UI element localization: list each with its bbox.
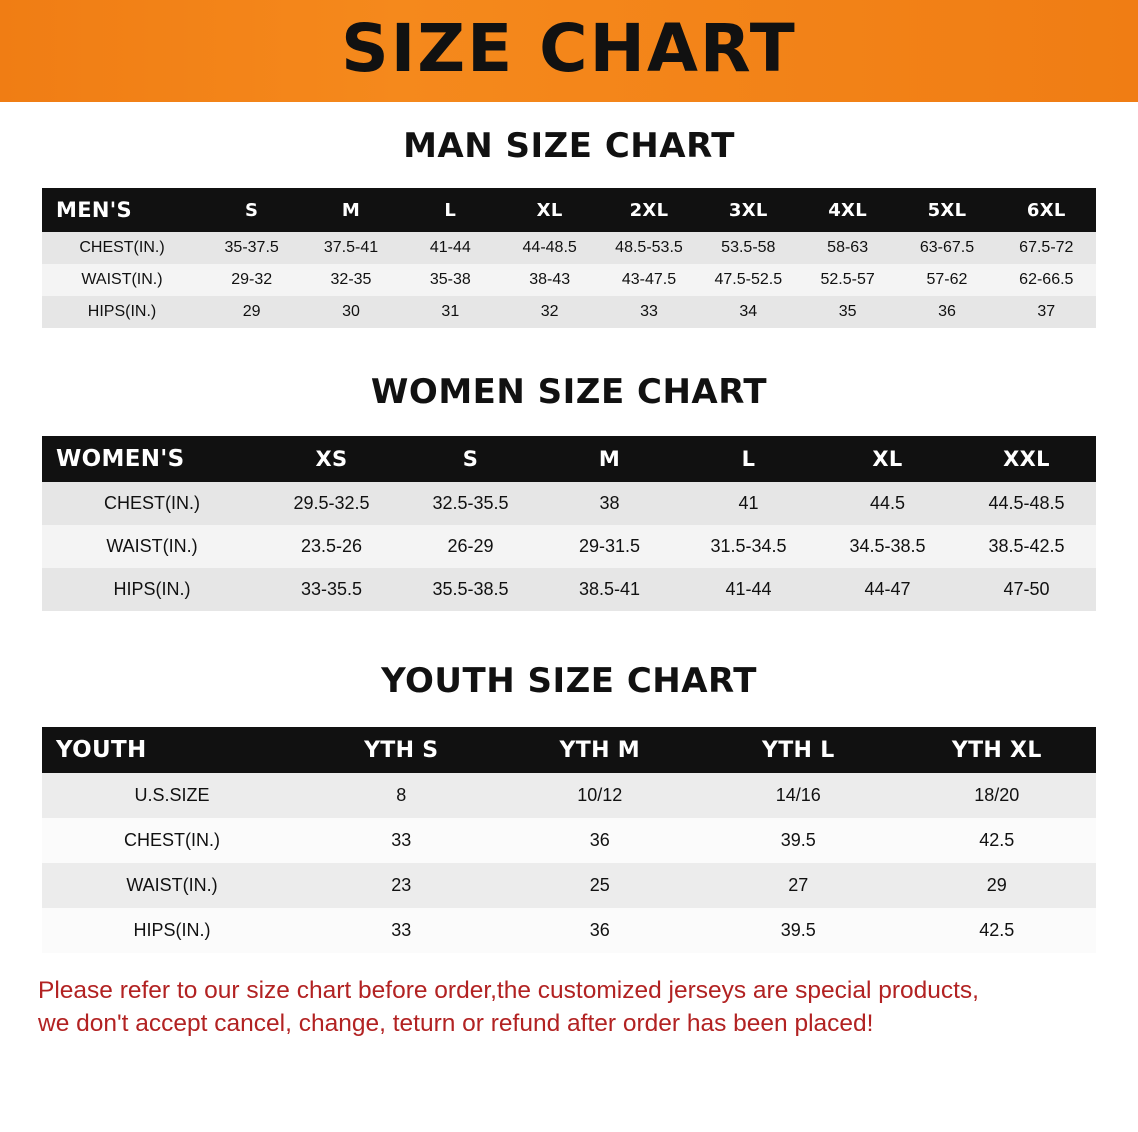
- note-line-1: Please refer to our size chart before order,the customized jerseys are special products,: [38, 977, 979, 1004]
- col-header: XL: [500, 188, 599, 232]
- cell: 27: [699, 863, 898, 908]
- page-title: SIZE CHART: [341, 10, 797, 87]
- man-table-wrap: [0, 188, 1138, 328]
- cell: 32.5-35.5: [401, 482, 540, 525]
- cell: 26-29: [401, 525, 540, 568]
- youth-section-title: YOUTH SIZE CHART: [381, 661, 757, 701]
- row-label: CHEST(IN.): [42, 482, 262, 525]
- row-label: WAIST(IN.): [42, 525, 262, 568]
- cell: 29: [898, 863, 1097, 908]
- row-label: U.S.SIZE: [42, 773, 302, 818]
- man-section-title: MAN SIZE CHART: [403, 126, 735, 166]
- row-label: CHEST(IN.): [42, 232, 202, 264]
- cell: 32: [500, 296, 599, 328]
- youth-table-wrap: [0, 727, 1138, 953]
- cell: 36: [501, 818, 700, 863]
- table-header-row: [42, 436, 1096, 482]
- row-label: WAIST(IN.): [42, 863, 302, 908]
- cell: 30: [301, 296, 400, 328]
- table-row: [42, 908, 1096, 953]
- cell: 36: [501, 908, 700, 953]
- cell: 29-32: [202, 264, 301, 296]
- cell: 31.5-34.5: [679, 525, 818, 568]
- cell: 29: [202, 296, 301, 328]
- table-row: [42, 232, 1096, 264]
- table-row: [42, 525, 1096, 568]
- cell: 35: [798, 296, 897, 328]
- cell: 52.5-57: [798, 264, 897, 296]
- cell: 35-37.5: [202, 232, 301, 264]
- women-size-table: [42, 436, 1096, 611]
- cell: 14/16: [699, 773, 898, 818]
- col-header: S: [202, 188, 301, 232]
- col-header: 5XL: [897, 188, 996, 232]
- col-header: M: [540, 436, 679, 482]
- cell: 29-31.5: [540, 525, 679, 568]
- cell: 42.5: [898, 818, 1097, 863]
- note-line-2: we don't accept cancel, change, teturn or refund after order has been placed!: [38, 1009, 874, 1037]
- row-label: HIPS(IN.): [42, 296, 202, 328]
- cell: 44.5: [818, 482, 957, 525]
- cell: 33-35.5: [262, 568, 401, 611]
- cell: 25: [501, 863, 700, 908]
- col-header: XXL: [957, 436, 1096, 482]
- table-row: [42, 818, 1096, 863]
- col-header: L: [401, 188, 500, 232]
- cell: 38: [540, 482, 679, 525]
- cell: 41-44: [679, 568, 818, 611]
- cell: 44-47: [818, 568, 957, 611]
- col-header: MEN'S: [42, 188, 202, 232]
- cell: 23.5-26: [262, 525, 401, 568]
- col-header: YTH S: [302, 727, 501, 773]
- cell: 23: [302, 863, 501, 908]
- col-header: YTH M: [501, 727, 700, 773]
- col-header: 4XL: [798, 188, 897, 232]
- cell: 58-63: [798, 232, 897, 264]
- cell: 53.5-58: [699, 232, 798, 264]
- cell: 38-43: [500, 264, 599, 296]
- cell: 33: [599, 296, 698, 328]
- cell: 39.5: [699, 908, 898, 953]
- col-header: M: [301, 188, 400, 232]
- cell: 41-44: [401, 232, 500, 264]
- col-header: 6XL: [997, 188, 1096, 232]
- col-header: L: [679, 436, 818, 482]
- cell: 37: [997, 296, 1096, 328]
- col-header: YTH L: [699, 727, 898, 773]
- cell: 8: [302, 773, 501, 818]
- cell: 32-35: [301, 264, 400, 296]
- cell: 48.5-53.5: [599, 232, 698, 264]
- col-header: 2XL: [599, 188, 698, 232]
- table-row: [42, 568, 1096, 611]
- row-label: HIPS(IN.): [42, 908, 302, 953]
- cell: 62-66.5: [997, 264, 1096, 296]
- table-row: [42, 482, 1096, 525]
- cell: 10/12: [501, 773, 700, 818]
- cell: 57-62: [897, 264, 996, 296]
- women-section-title: WOMEN SIZE CHART: [370, 372, 768, 412]
- col-header: 3XL: [699, 188, 798, 232]
- cell: 67.5-72: [997, 232, 1096, 264]
- cell: 33: [302, 818, 501, 863]
- col-header: WOMEN'S: [42, 436, 262, 482]
- cell: 18/20: [898, 773, 1097, 818]
- table-row: [42, 264, 1096, 296]
- cell: 38.5-41: [540, 568, 679, 611]
- table-row: [42, 296, 1096, 328]
- cell: 39.5: [699, 818, 898, 863]
- men-size-table: [42, 188, 1096, 328]
- cell: 34.5-38.5: [818, 525, 957, 568]
- women-table-wrap: [0, 436, 1138, 611]
- cell: 36: [897, 296, 996, 328]
- disclaimer-note: [38, 975, 1100, 1040]
- youth-size-table: [42, 727, 1096, 953]
- cell: 44-48.5: [500, 232, 599, 264]
- table-header-row: [42, 188, 1096, 232]
- table-row: [42, 863, 1096, 908]
- cell: 29.5-32.5: [262, 482, 401, 525]
- row-label: WAIST(IN.): [42, 264, 202, 296]
- cell: 47.5-52.5: [699, 264, 798, 296]
- col-header: XL: [818, 436, 957, 482]
- col-header: YOUTH: [42, 727, 302, 773]
- cell: 35.5-38.5: [401, 568, 540, 611]
- banner: [0, 0, 1138, 102]
- row-label: HIPS(IN.): [42, 568, 262, 611]
- cell: 38.5-42.5: [957, 525, 1096, 568]
- table-header-row: [42, 727, 1096, 773]
- cell: 47-50: [957, 568, 1096, 611]
- table-row: [42, 773, 1096, 818]
- cell: 41: [679, 482, 818, 525]
- cell: 44.5-48.5: [957, 482, 1096, 525]
- col-header: XS: [262, 436, 401, 482]
- col-header: S: [401, 436, 540, 482]
- col-header: YTH XL: [898, 727, 1097, 773]
- cell: 43-47.5: [599, 264, 698, 296]
- cell: 31: [401, 296, 500, 328]
- cell: 63-67.5: [897, 232, 996, 264]
- cell: 34: [699, 296, 798, 328]
- cell: 42.5: [898, 908, 1097, 953]
- cell: 37.5-41: [301, 232, 400, 264]
- row-label: CHEST(IN.): [42, 818, 302, 863]
- cell: 33: [302, 908, 501, 953]
- cell: 35-38: [401, 264, 500, 296]
